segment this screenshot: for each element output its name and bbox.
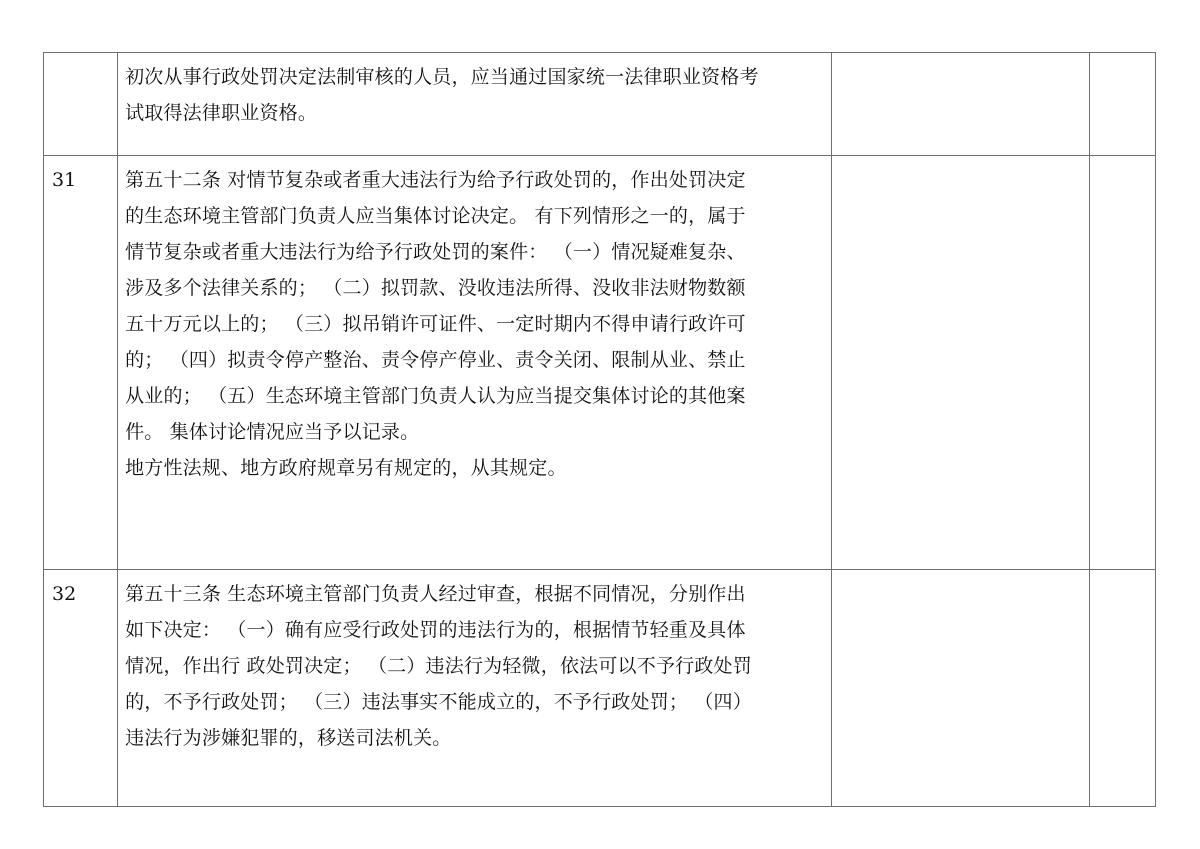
provision-line: 的，不予行政处罚； （三）违法事实不能成立的，不予行政处罚； （四） bbox=[125, 691, 752, 713]
row-number-cell bbox=[44, 156, 118, 570]
provision-line: 第五十二条 对情节复杂或者重大违法行为给予行政处罚的，作出处罚决定 bbox=[125, 169, 746, 191]
provision-line: 如下决定： （一）确有应受行政处罚的违法行为的，根据情节轻重及具体 bbox=[125, 619, 746, 641]
provision-line: 违法行为涉嫌犯罪的，移送司法机关。 bbox=[125, 727, 452, 749]
provision-line: 的生态环境主管部门负责人应当集体讨论决定。 有下列情形之一的，属于 bbox=[125, 205, 746, 227]
provision-line: 五十万元以上的； （三）拟吊销许可证件、一定时期内不得申请行政许可 bbox=[125, 313, 746, 335]
provision-line: 地方性法规、地方政府规章另有规定的，从其规定。 bbox=[125, 457, 567, 479]
empty-cell bbox=[1089, 156, 1155, 570]
row-number-cell bbox=[44, 570, 118, 807]
provision-line: 第五十三条 生态环境主管部门负责人经过审查，根据不同情况，分别作出 bbox=[125, 583, 746, 605]
provision-line: 件。 集体讨论情况应当予以记录。 bbox=[125, 421, 420, 443]
row-number: 32 bbox=[52, 583, 77, 605]
provision-line: 情节复杂或者重大违法行为给予行政处罚的案件： （一）情况疑难复杂、 bbox=[125, 241, 746, 263]
regulation-table bbox=[43, 52, 1156, 807]
provision-line: 涉及多个法律关系的； （二）拟罚款、没收违法所得、没收非法财物数额 bbox=[125, 277, 746, 299]
provision-line: 试取得法律职业资格。 bbox=[125, 102, 318, 124]
table-row bbox=[44, 156, 1156, 570]
table-row bbox=[44, 53, 1156, 156]
provision-text-cell bbox=[118, 156, 832, 570]
provision-text-cell bbox=[118, 53, 832, 156]
empty-cell bbox=[1089, 570, 1155, 807]
provision-line: 初次从事行政处罚决定法制审核的人员，应当通过国家统一法律职业资格考 bbox=[125, 66, 759, 88]
empty-cell bbox=[831, 570, 1089, 807]
empty-cell bbox=[831, 53, 1089, 156]
row-number: 31 bbox=[52, 169, 77, 191]
provision-line: 从业的； （五）生态环境主管部门负责人认为应当提交集体讨论的其他案 bbox=[125, 385, 746, 407]
provision-text-cell bbox=[118, 570, 832, 807]
empty-cell bbox=[1089, 53, 1155, 156]
provision-line: 情况，作出行 政处罚决定； （二）违法行为轻微，依法可以不予行政处罚 bbox=[125, 655, 752, 677]
table-row bbox=[44, 570, 1156, 807]
provision-line: 的； （四）拟责令停产整治、责令停产停业、责令关闭、限制从业、禁止 bbox=[125, 349, 746, 371]
row-number-cell bbox=[44, 53, 118, 156]
empty-cell bbox=[831, 156, 1089, 570]
